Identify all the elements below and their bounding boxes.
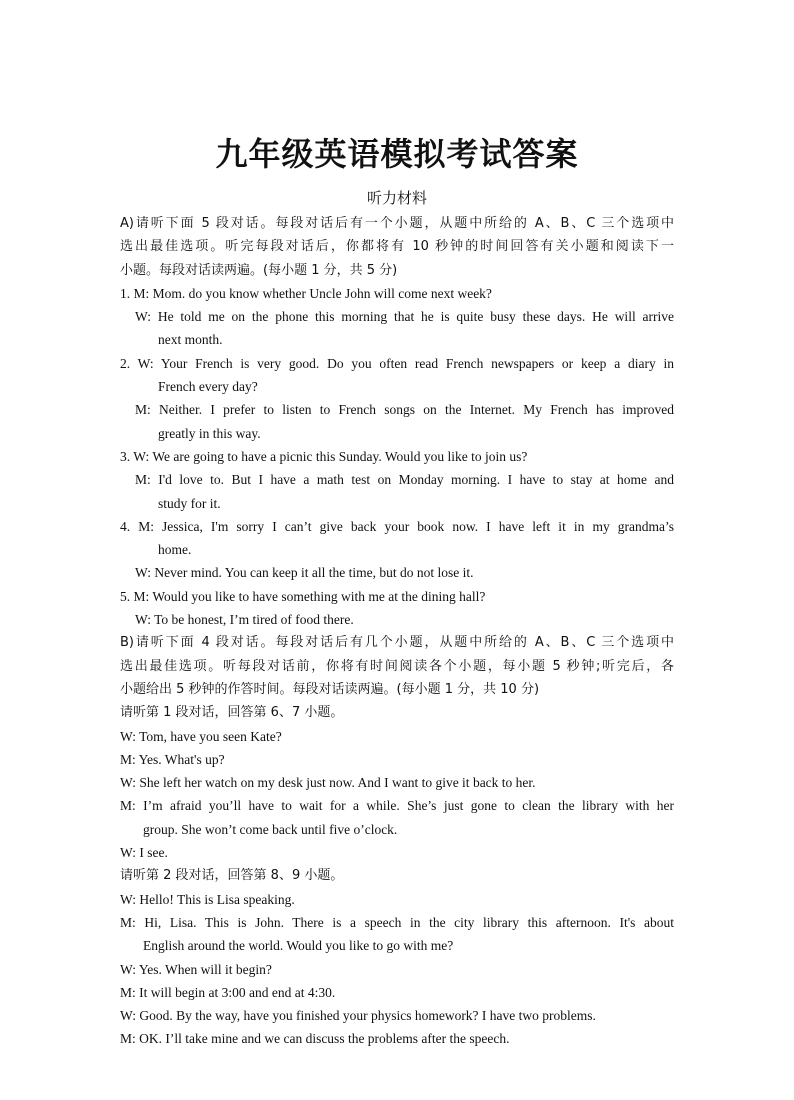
dialogue-heading: 请听第 1 段对话，回答第 6、7 小题。 (120, 705, 344, 721)
section-a-instruction-line-2: 选出最佳选项。听完每段对话后，你都将有 10 秒钟的时间回答有关小题和阅读下一 (120, 239, 674, 255)
dialogue-line: M: OK. I’ll take mine and we can discuss the problems after the speech. (120, 1031, 510, 1047)
dialogue-line: W: Tom, have you seen Kate? (120, 728, 282, 744)
dialogue-line: English around the world. Would you like to go with me? (143, 938, 454, 954)
dialogue-line: W: Yes. When will it begin? (120, 961, 272, 977)
dialogue-line: 4. M: Jessica, I'm sorry I can’t give back your book now. I have left it in my grandma’s (120, 518, 674, 534)
dialogue-line: W: Never mind. You can keep it all the time, but do not lose it. (135, 565, 474, 581)
dialogue-line: M: It will begin at 3:00 and end at 4:30. (120, 984, 336, 1000)
listening-material (120, 212, 674, 1051)
dialogue-line: W: I see. (120, 845, 168, 861)
dialogue-line: study for it. (158, 495, 221, 511)
dialogue-line: M: I'd love to. But I have a math test on Monday morning. I have to stay at home and (135, 472, 674, 488)
dialogue-line: W: He told me on the phone this morning that he is quite busy these days. He will arrive (135, 309, 674, 325)
dialogue-line: M: Hi, Lisa. This is John. There is a speech in the city library this afternoon. It's about (120, 914, 674, 930)
dialogue-line: 1. M: Mom. do you know whether Uncle John will come next week? (120, 285, 492, 301)
section-b-instruction-line-3: 小题给出 5 秒钟的作答时间。每段对话读两遍。(每小题 1 分，共 10 分) (120, 681, 540, 697)
dialogue-line: M: Neither. I prefer to listen to French songs on the Internet. My French has improved (135, 402, 674, 418)
dialogue-line: group. She won’t come back until five o’clock. (143, 821, 398, 837)
dialogue-line: W: Good. By the way, have you finished your physics homework? I have two problems. (120, 1008, 596, 1024)
dialogue-line: French every day? (158, 379, 258, 395)
page-title: 九年级英语模拟考试答案 (215, 135, 579, 173)
dialogue-line: W: Hello! This is Lisa speaking. (120, 891, 295, 907)
dialogue-line: home. (158, 542, 192, 558)
dialogue-line: M: Yes. What's up? (120, 751, 225, 767)
section-b-instruction-line-1: B)请听下面 4 段对话。每段对话后有几个小题，从题中所给的 A、B、C 三个选项中 (120, 635, 674, 651)
dialogue-line: 5. M: Would you like to have something with me at the dining hall? (120, 588, 486, 604)
dialogue-heading: 请听第 2 段对话，回答第 8、9 小题。 (120, 868, 344, 884)
dialogue-line: 3. W: We are going to have a picnic this Sunday. Would you like to join us? (120, 448, 528, 464)
section-subtitle: 听力材料 (366, 189, 427, 207)
section-a-instruction-line-1: A)请听下面 5 段对话。每段对话后有一个小题，从题中所给的 A、B、C 三个选项中 (120, 216, 674, 231)
dialogue-line: greatly in this way. (158, 425, 261, 441)
section-a-instruction-line-3: 小题。每段对话读两遍。(每小题 1 分，共 5 分) (120, 262, 398, 278)
dialogue-line: W: To be honest, I’m tired of food there. (135, 612, 354, 628)
dialogue-line: 2. W: Your French is very good. Do you often read French newspapers or keep a diary in (120, 355, 674, 371)
section-b-instruction-line-2: 选出最佳选项。听每段对话前，你将有时间阅读各个小题，每小题 5 秒钟;听完后，各 (120, 658, 674, 674)
dialogue-line: M: I’m afraid you’ll have to wait for a while. She’s just gone to clean the library with her (120, 798, 674, 814)
dialogue-line: W: She left her watch on my desk just now. And I want to give it back to her. (120, 775, 536, 791)
dialogue-line: next month. (158, 332, 223, 348)
